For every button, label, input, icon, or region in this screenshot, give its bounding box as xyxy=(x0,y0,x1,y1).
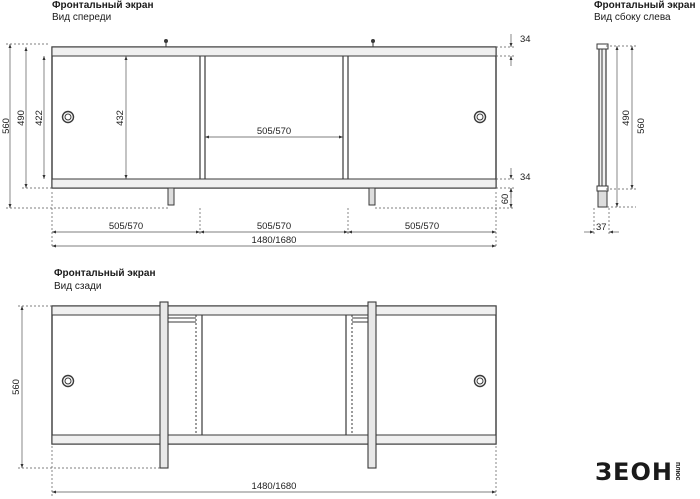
dim-432: 432 xyxy=(115,110,126,126)
dim-total-front: 1480/1680 xyxy=(251,235,297,246)
dim-560: 560 xyxy=(1,118,12,134)
support-bar-left xyxy=(160,302,168,468)
dim-side-560: 560 xyxy=(636,118,647,134)
back-view-title: Фронтальный экран xyxy=(54,268,156,279)
brand-logo-sub: плюс xyxy=(674,462,681,481)
back-panel-frame xyxy=(52,306,496,444)
side-view-subtitle: Вид сбоку слева xyxy=(594,12,671,23)
back-view-subtitle: Вид сзади xyxy=(54,281,102,292)
dim-60: 60 xyxy=(500,193,511,205)
support-leg-icon xyxy=(369,188,375,205)
dim-490: 490 xyxy=(16,110,27,126)
dim-back-560: 560 xyxy=(11,379,22,395)
brand-logo: ЗЕОН xyxy=(595,458,673,486)
dim-422: 422 xyxy=(34,110,45,126)
back-view xyxy=(52,302,496,468)
dim-section-2: 505/570 xyxy=(256,221,292,232)
dim-34-top: 34 xyxy=(520,34,531,45)
side-view-title: Фронтальный экран xyxy=(594,0,696,11)
support-leg-icon xyxy=(598,191,607,207)
front-view-title: Фронтальный экран xyxy=(52,0,154,11)
support-bar-right xyxy=(368,302,376,468)
dim-back-total: 1480/1680 xyxy=(251,481,297,492)
front-view-subtitle: Вид спереди xyxy=(52,12,112,23)
front-bottom-rail xyxy=(52,179,496,188)
support-leg-icon xyxy=(168,188,174,205)
dim-mid-section: 505/570 xyxy=(256,126,292,137)
dim-side-37: 37 xyxy=(596,222,607,233)
front-top-rail xyxy=(52,47,496,56)
side-view xyxy=(597,44,608,207)
dim-side-490: 490 xyxy=(621,110,632,126)
dim-34-bottom: 34 xyxy=(520,172,531,183)
dim-section-1: 505/570 xyxy=(108,221,144,232)
dim-section-3: 505/570 xyxy=(404,221,440,232)
